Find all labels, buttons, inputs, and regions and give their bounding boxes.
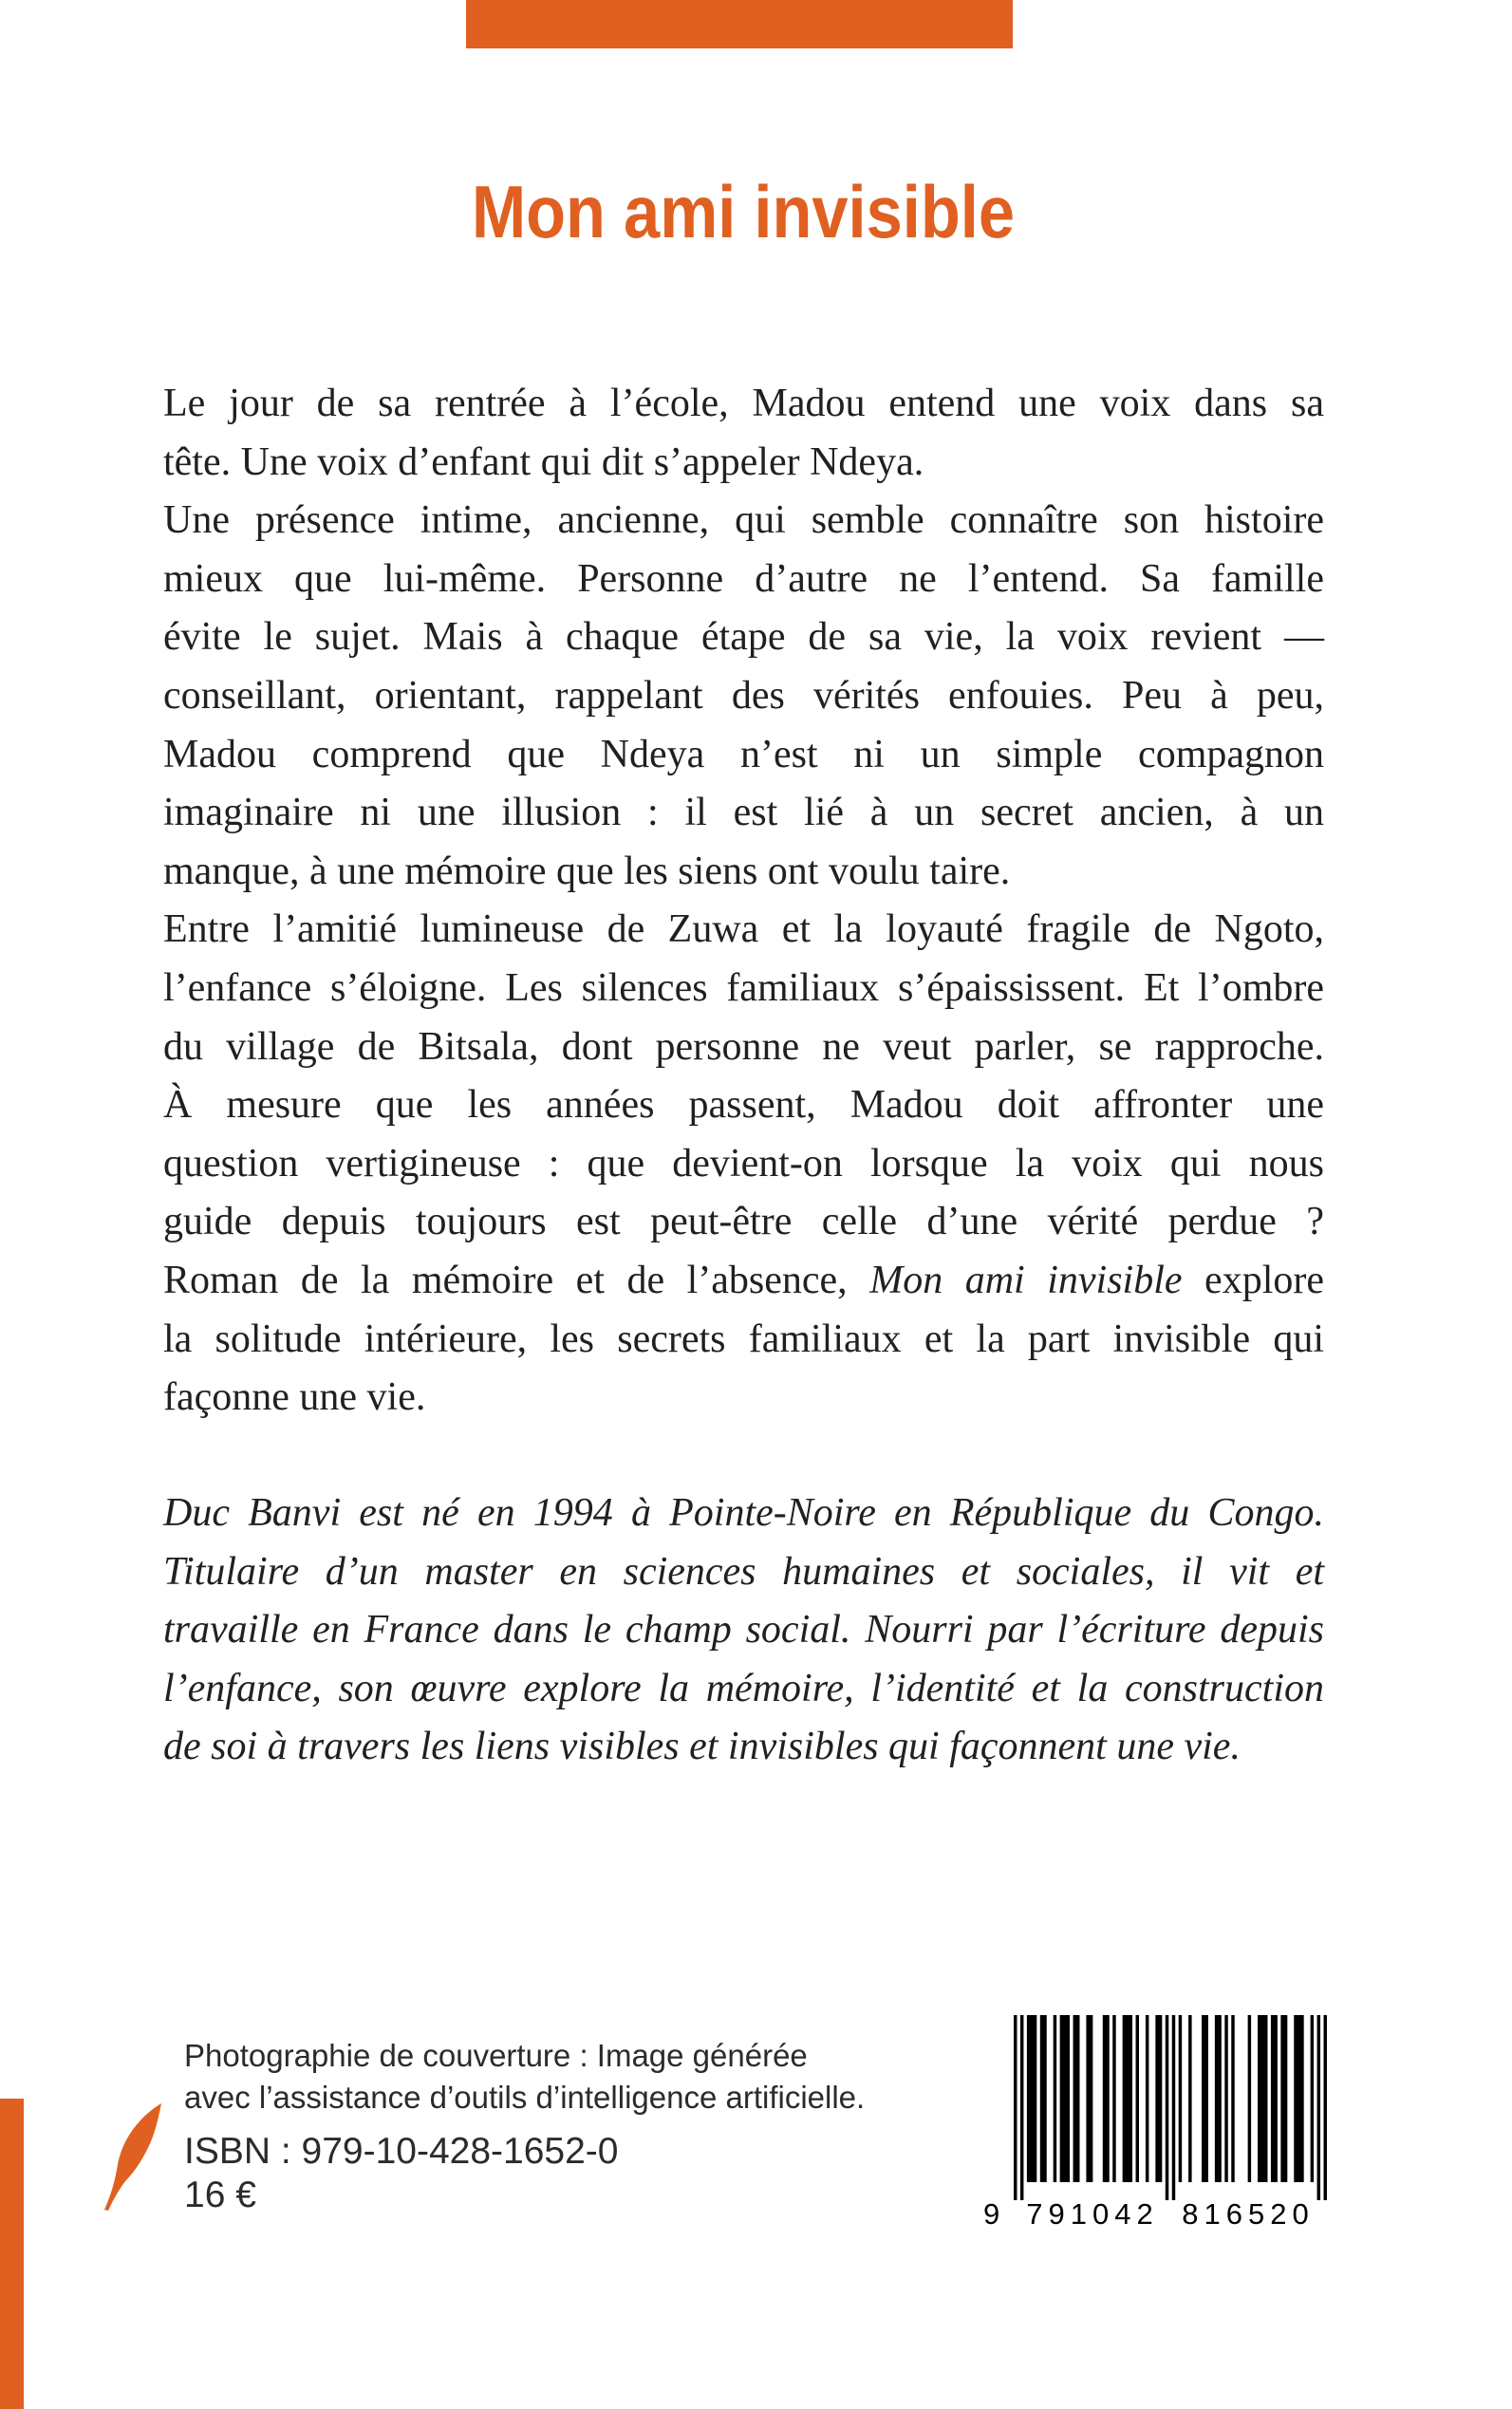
barcode-guard-bar (1166, 2015, 1168, 2200)
barcode-bar (1027, 2015, 1036, 2182)
barcode-bar (1123, 2015, 1132, 2182)
top-accent-band (466, 0, 1013, 48)
synopsis-line: la solitude intérieure, les secrets familiaux et la part invisible qui (163, 1317, 1324, 1361)
barcode-guard-bar (1317, 2015, 1320, 2200)
barcode-guard-bar (1020, 2015, 1023, 2200)
author-bio-line: de soi à travers les liens visibles et invisibles qui façonnent une vie. (163, 1725, 1241, 1769)
barcode-right-digits: 816520 (1182, 2197, 1315, 2231)
barcode-bar (1112, 2015, 1115, 2182)
barcode-bar (1073, 2015, 1080, 2182)
barcode-bar (1311, 2015, 1314, 2182)
barcode-bar (1294, 2015, 1303, 2182)
synopsis-line: question vertigineuse : que devient-on lorsque la voix qui nous (163, 1141, 1324, 1186)
synopsis-line: guide depuis toujours est peut-être celle d’une vérité perdue ? (163, 1200, 1324, 1244)
synopsis-line: tête. Une voix d’enfant qui dit s’appeler Ndeya. (163, 439, 924, 484)
barcode-bar (1224, 2015, 1227, 2182)
barcode-guard-bar (1324, 2015, 1327, 2200)
author-bio-line: l’enfance, son œuvre explore la mémoire, l’identité et la construction (163, 1666, 1324, 1710)
synopsis-line: façonne une vie. (163, 1375, 426, 1420)
barcode-bar (1231, 2015, 1234, 2182)
synopsis-line: À mesure que les années passent, Madou doit affronter une (163, 1083, 1324, 1128)
barcode-bar (1086, 2015, 1092, 2182)
barcode-bar (1179, 2015, 1182, 2182)
synopsis-line: conseillant, orientant, rappelant des vérités enfouies. Peu à peu, (163, 673, 1324, 718)
synopsis-line: évite le sujet. Mais à chaque étape de sa vie, la voix revient — (163, 615, 1324, 660)
author-bio (163, 1485, 1324, 1777)
barcode-bar (1248, 2015, 1251, 2182)
photo-credit: Photographie de couverture : Image générée (184, 2038, 808, 2073)
barcode-bar (1215, 2015, 1222, 2182)
book-title: Mon ami invisible (471, 170, 1016, 253)
synopsis (163, 375, 1324, 1428)
barcode-bar (1146, 2015, 1148, 2182)
synopsis-line: l’enfance s’éloigne. Les silences familiaux s’épaississent. Et l’ombre (163, 965, 1324, 1010)
barcode-bar (1040, 2015, 1047, 2182)
barcode-bar (1258, 2015, 1267, 2182)
isbn: ISBN : 979-10-428-1652-0 (184, 2131, 619, 2172)
barcode-bar (1155, 2015, 1162, 2182)
barcode-bar (1202, 2015, 1208, 2182)
barcode (1014, 2015, 1327, 2200)
barcode-bar (1060, 2015, 1070, 2182)
price: 16 € (184, 2175, 256, 2215)
synopsis-paragraph (163, 492, 1324, 901)
left-accent-band (0, 2099, 24, 2409)
barcode-bar (1271, 2015, 1278, 2182)
author-bio-line: Titulaire d’un master en sciences humaines et sociales, il vit et (163, 1549, 1324, 1594)
synopsis-line: mieux que lui-même. Personne d’autre ne l’entend. Sa famille (163, 556, 1324, 601)
italic-book-title: Mon ami invisible (869, 1258, 1183, 1302)
barcode-bar (1103, 2015, 1110, 2182)
feather-icon (99, 2101, 167, 2212)
synopsis-paragraph (163, 901, 1324, 1076)
synopsis-line: Entre l’amitié lumineuse de Zuwa et la loyauté fragile de Ngoto, (163, 907, 1324, 952)
synopsis-line: Madou comprend que Ndeya n’est ni un simple compagnon (163, 732, 1324, 776)
synopsis-text: Roman de la mémoire et de l’absence, (163, 1258, 870, 1302)
barcode-guard-bar (1172, 2015, 1175, 2200)
synopsis-line: Le jour de sa rentrée à l’école, Madou entend une voix dans sa (163, 382, 1324, 425)
author-bio-line: travaille en France dans le champ social. Nourri par l’écriture depuis (163, 1608, 1324, 1653)
synopsis-paragraph (163, 1252, 1324, 1428)
synopsis-line: imaginaire ni une illusion : il est lié à un secret ancien, à un (163, 791, 1324, 835)
synopsis-text: explore (1182, 1258, 1324, 1302)
author-bio-line: Duc Banvi est né en 1994 à Pointe-Noire en République du Congo. (163, 1491, 1324, 1535)
synopsis-paragraph (163, 375, 1324, 492)
barcode-bar (1280, 2015, 1287, 2182)
photo-credit: avec l’assistance d’outils d’intelligence artificielle. (184, 2080, 866, 2115)
barcode-bar (1188, 2015, 1191, 2182)
barcode-guard-bar (1014, 2015, 1017, 2200)
synopsis-line: manque, à une mémoire que les siens ont voulu taire. (163, 849, 1011, 893)
barcode-bar (1136, 2015, 1139, 2182)
barcode-bar (1054, 2015, 1056, 2182)
barcode-left-digits: 791042 (1026, 2197, 1159, 2231)
synopsis-line: du village de Bitsala, dont personne ne veut parler, se rapproche. (163, 1024, 1324, 1069)
synopsis-line (163, 1252, 1324, 1311)
synopsis-line: Une présence intime, ancienne, qui semble connaître son histoire (163, 498, 1324, 543)
barcode-first-digit: 9 (983, 2197, 1000, 2231)
synopsis-paragraph (163, 1076, 1324, 1252)
